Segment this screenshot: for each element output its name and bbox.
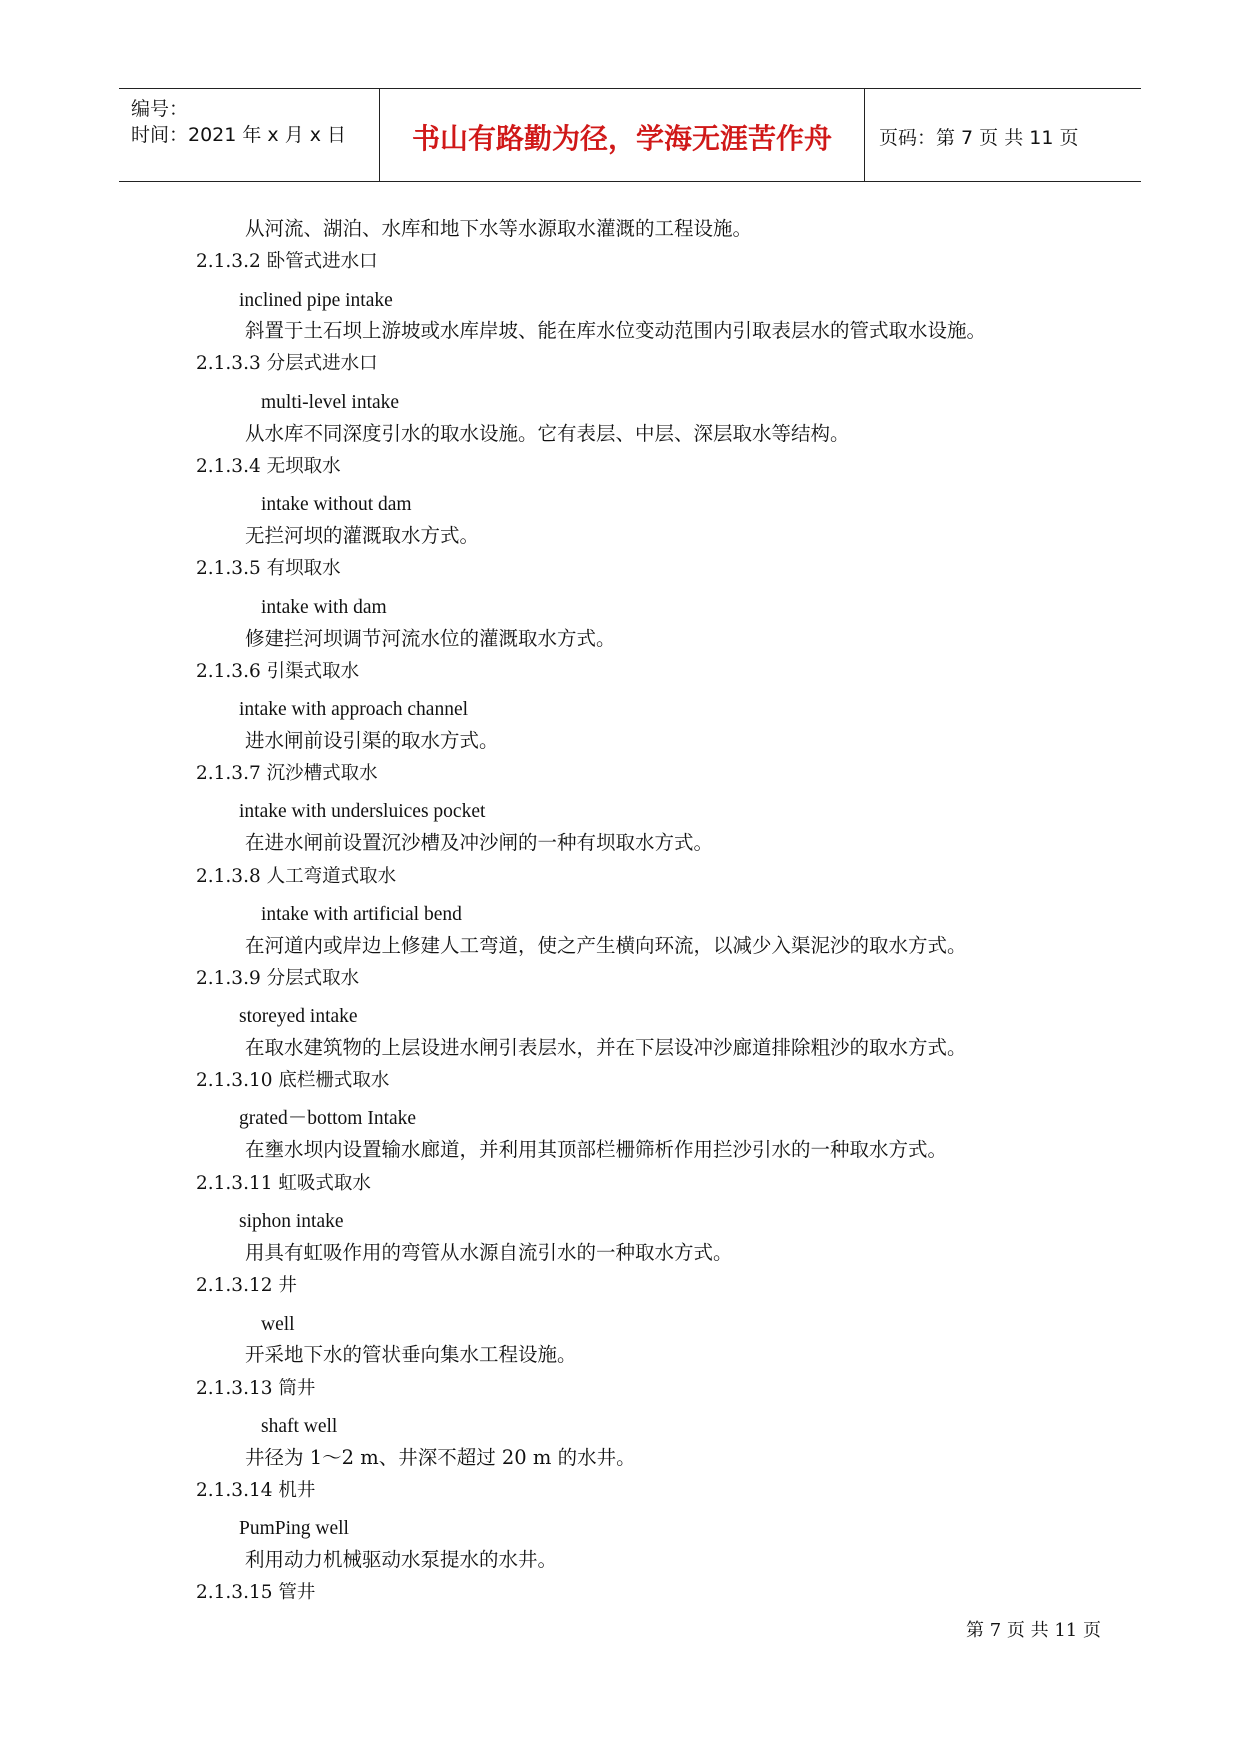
definition-text: 在壅水坝内设置输水廊道，并利用其顶部栏栅筛析作用拦沙引水的一种取水方式。 — [245, 1138, 948, 1161]
english-term: storeyed intake — [239, 1006, 358, 1027]
section-heading: 2.1.3.4 无坝取水 — [196, 456, 341, 477]
definition-text: 在进水闸前设置沉沙槽及冲沙闸的一种有坝取水方式。 — [245, 831, 714, 854]
header-page-number: 页码：第 7 页 共 11 页 — [879, 127, 1079, 149]
definition-text: 开采地下水的管状垂向集水工程设施。 — [245, 1343, 577, 1366]
english-term: intake with undersluices pocket — [239, 801, 486, 822]
document-date: 时间：2021 年 x 月 x 日 — [131, 124, 347, 146]
header-page-cell — [865, 89, 1141, 181]
definition-text: 在河道内或岸边上修建人工弯道，使之产生横向环流，以减少入渠泥沙的取水方式。 — [245, 934, 967, 957]
section-heading: 2.1.3.2 卧管式进水口 — [196, 251, 378, 272]
english-term: intake with dam — [261, 597, 387, 618]
section-heading: 2.1.3.14 机井 — [196, 1480, 316, 1501]
section-heading: 2.1.3.6 引渠式取水 — [196, 661, 360, 682]
english-term: siphon intake — [239, 1211, 344, 1232]
footer-page-number: 第 7 页 共 11 页 — [966, 1620, 1101, 1641]
english-term: intake without dam — [261, 494, 412, 515]
section-heading: 2.1.3.12 井 — [196, 1275, 297, 1296]
english-term: well — [261, 1314, 295, 1335]
section-heading: 2.1.3.3 分层式进水口 — [196, 353, 378, 374]
definition-text: 修建拦河坝调节河流水位的灌溉取水方式。 — [245, 627, 616, 650]
definition-text: 井径为 1～2 m、井深不超过 20 m 的水井。 — [245, 1446, 636, 1469]
english-term: intake with approach channel — [239, 699, 469, 720]
section-heading: 2.1.3.8 人工弯道式取水 — [196, 866, 397, 887]
definition-text: 利用动力机械驱动水泵提水的水井。 — [245, 1548, 558, 1571]
section-heading: 2.1.3.13 筒井 — [196, 1378, 316, 1399]
section-heading: 2.1.3.9 分层式取水 — [196, 968, 360, 989]
header-motto-cell — [379, 89, 865, 181]
definition-text: 用具有虹吸作用的弯管从水源自流引水的一种取水方式。 — [245, 1241, 733, 1264]
section-heading: 2.1.3.5 有坝取水 — [196, 558, 341, 579]
header-meta-cell — [119, 89, 379, 181]
section-heading: 2.1.3.10 底栏栅式取水 — [196, 1070, 390, 1091]
english-term: intake with artificial bend — [261, 904, 462, 925]
english-term: PumPing well — [239, 1518, 349, 1539]
section-heading: 2.1.3.7 沉沙槽式取水 — [196, 763, 378, 784]
definition-text: 在取水建筑物的上层设进水闸引表层水，并在下层设冲沙廊道排除粗沙的取水方式。 — [245, 1036, 967, 1059]
definition-text: 从水库不同深度引水的取水设施。它有表层、中层、深层取水等结构。 — [245, 422, 850, 445]
document-code-label: 编号： — [131, 98, 189, 120]
page-header — [119, 88, 1141, 182]
english-term: inclined pipe intake — [239, 290, 393, 311]
header-motto: 书山有路勤为径，学海无涯苦作舟 — [411, 122, 832, 155]
definition-text: 进水闸前设引渠的取水方式。 — [245, 729, 499, 752]
definition-text: 从河流、湖泊、水库和地下水等水源取水灌溉的工程设施。 — [245, 217, 753, 240]
english-term: shaft well — [261, 1416, 338, 1437]
section-heading: 2.1.3.15 管井 — [196, 1582, 316, 1603]
section-heading: 2.1.3.11 虹吸式取水 — [196, 1173, 371, 1194]
definition-text: 无拦河坝的灌溉取水方式。 — [245, 524, 480, 547]
english-term: grated－bottom Intake — [239, 1108, 417, 1129]
definition-text: 斜置于土石坝上游坡或水库岸坡、能在库水位变动范围内引取表层水的管式取水设施。 — [245, 319, 987, 342]
english-term: multi-level intake — [261, 392, 400, 413]
